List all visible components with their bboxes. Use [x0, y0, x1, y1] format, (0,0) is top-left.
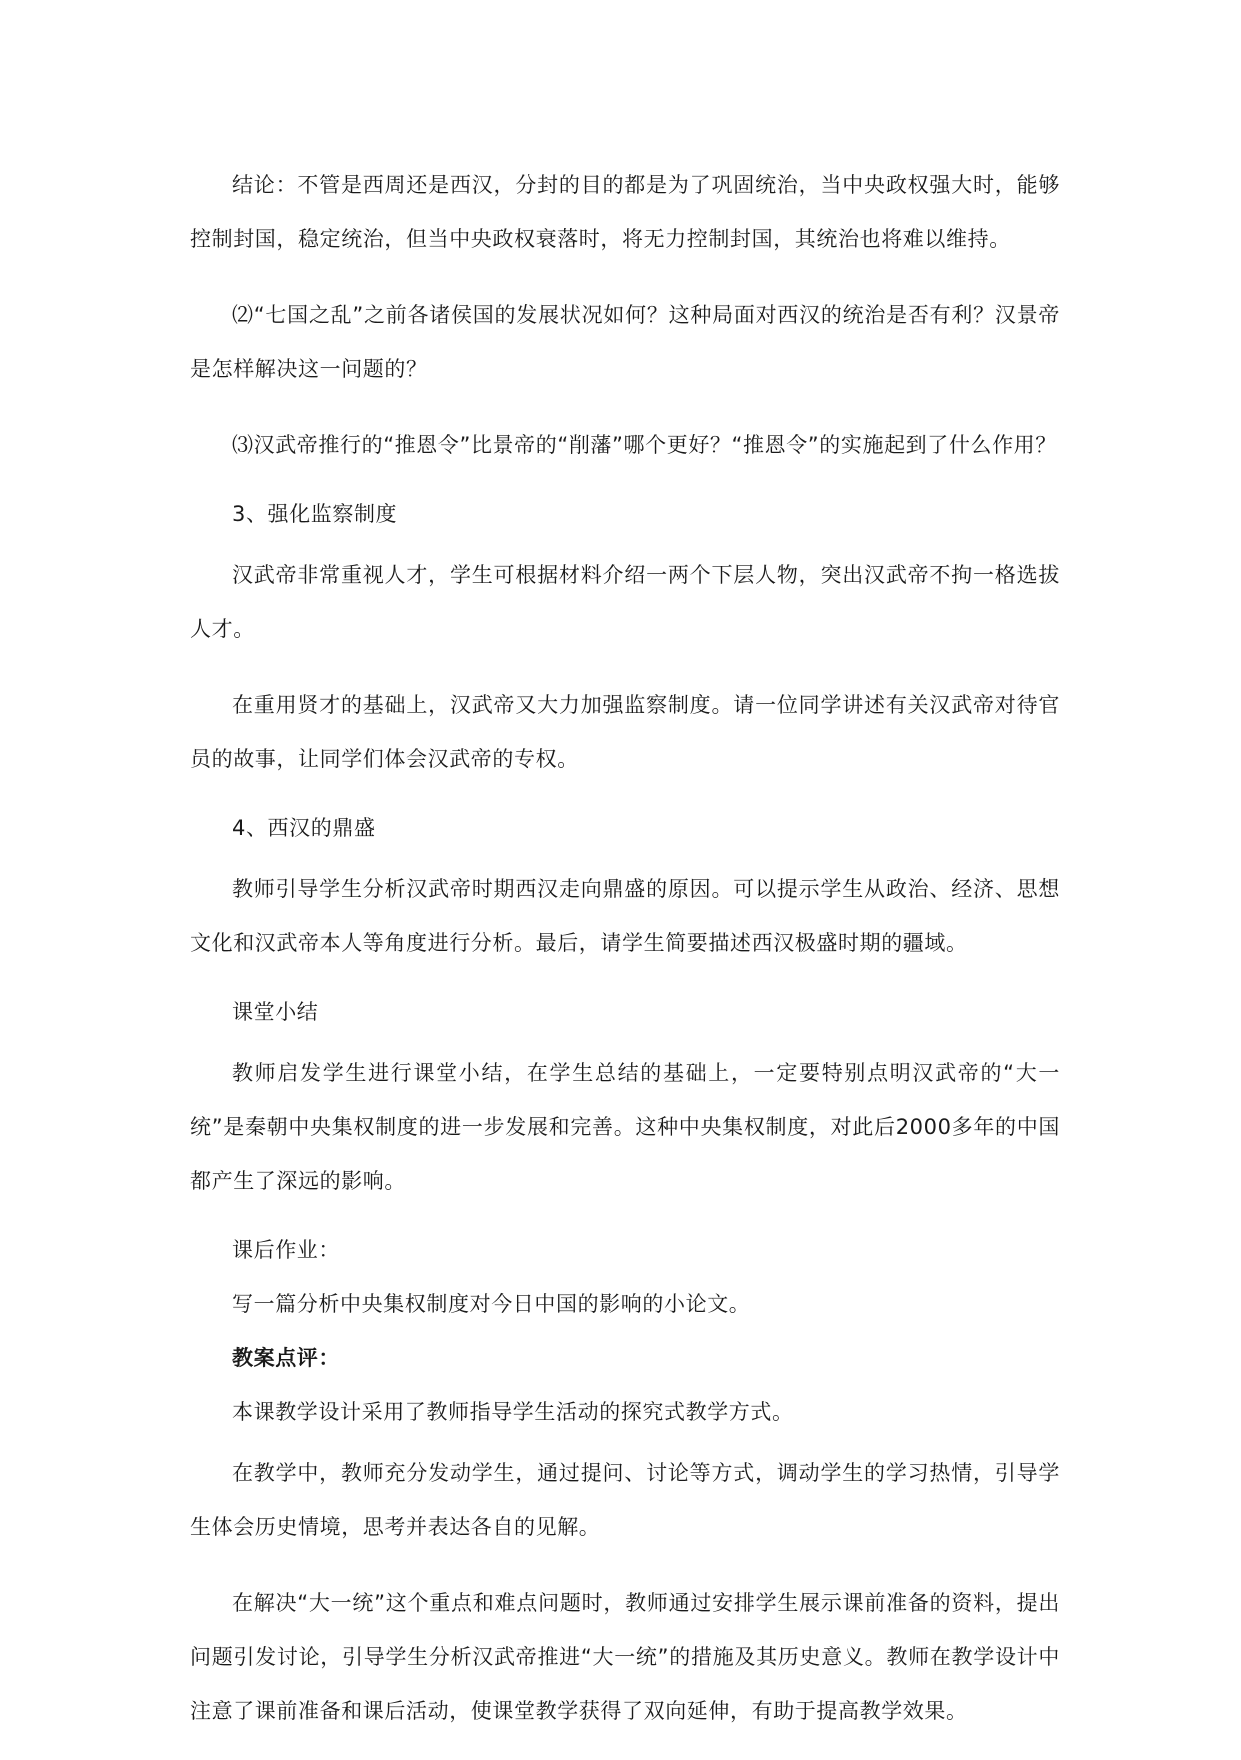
paragraph-review-1: 本课教学设计采用了教师指导学生活动的探究式教学方式。	[232, 1400, 794, 1424]
document-body	[190, 158, 1060, 1760]
paragraph-question-3: ⑶汉武帝推行的“推恩令”比景帝的“削藩”哪个更好？“推恩令”的实施起到了什么作用？	[232, 433, 1057, 457]
paragraph-homework: 写一篇分析中央集权制度对今日中国的影响的小论文。	[232, 1292, 751, 1316]
paragraph-review-3: 在解决“大一统”这个重点和难点问题时，教师通过安排学生展示课前准备的资料，提出问题引发讨论，引导学生分析汉武帝推进“大一统”的措施及其历史意义。教师在教学设计中注意了课前准备和课后活动，使课堂教学获得了双向延伸，有助于提高教学效果。	[190, 1591, 1060, 1723]
section-heading-review: 教案点评：	[232, 1346, 340, 1370]
paragraph-supervision: 在重用贤才的基础上，汉武帝又大力加强监察制度。请一位同学讲述有关汉武帝对待官员的故事，让同学们体会汉武帝的专权。	[190, 693, 1060, 771]
paragraph-conclusion: 结论：不管是西周还是西汉，分封的目的都是为了巩固统治，当中央政权强大时，能够控制封国，稳定统治，但当中央政权衰落时，将无力控制封国，其统治也将难以维持。	[190, 173, 1060, 251]
paragraph-review-2: 在教学中，教师充分发动学生，通过提问、讨论等方式，调动学生的学习热情，引导学生体会历史情境，思考并表达各自的见解。	[190, 1461, 1060, 1539]
paragraph-summary: 教师启发学生进行课堂小结，在学生总结的基础上，一定要特别点明汉武帝的“大一统”是秦朝中央集权制度的进一步发展和完善。这种中央集权制度，对此后2000多年的中国都产生了深远的影响。	[190, 1061, 1060, 1193]
section-heading-supervision: 3、强化监察制度	[232, 502, 398, 526]
section-heading-prosperity: 4、西汉的鼎盛	[232, 816, 376, 840]
section-heading-summary: 课堂小结	[232, 1000, 319, 1024]
paragraph-prosperity: 教师引导学生分析汉武帝时期西汉走向鼎盛的原因。可以提示学生从政治、经济、思想文化和汉武帝本人等角度进行分析。最后，请学生简要描述西汉极盛时期的疆域。	[190, 877, 1060, 955]
paragraph-talent: 汉武帝非常重视人才，学生可根据材料介绍一两个下层人物，突出汉武帝不拘一格选拔人才。	[190, 563, 1060, 641]
paragraph-question-2: ⑵“七国之乱”之前各诸侯国的发展状况如何？这种局面对西汉的统治是否有利？汉景帝是怎样解决这一问题的？	[190, 303, 1060, 381]
section-heading-homework: 课后作业：	[232, 1238, 340, 1262]
